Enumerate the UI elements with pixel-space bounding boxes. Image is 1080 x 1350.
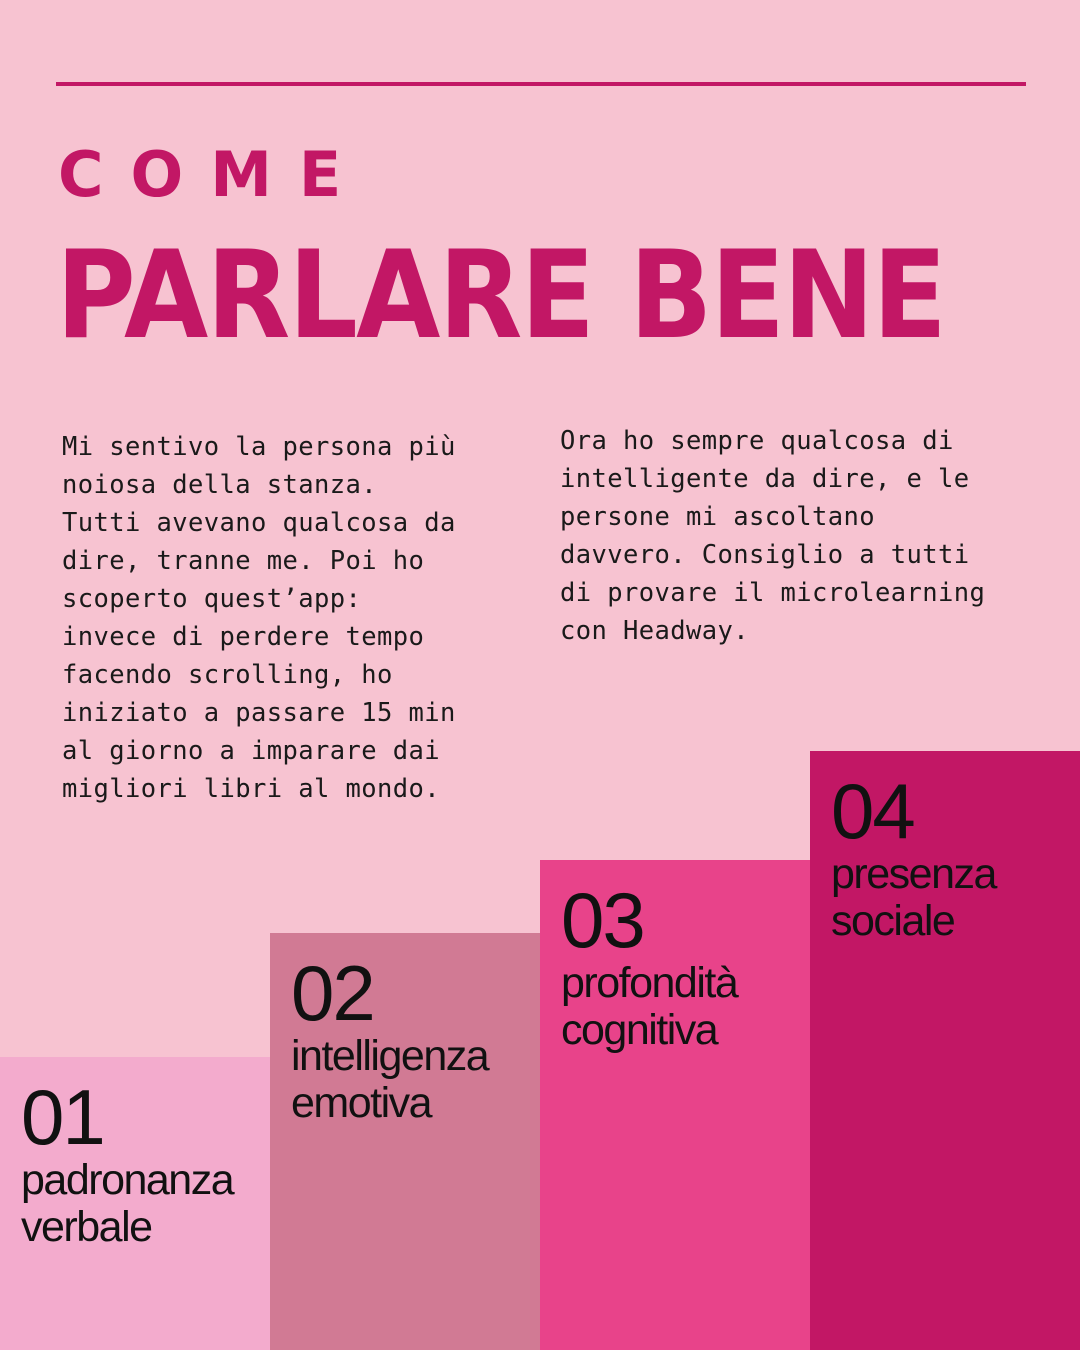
step-label: intelligenza emotiva (291, 1032, 489, 1127)
step-number: 01 (21, 1073, 104, 1161)
step-block-03 (540, 860, 810, 1350)
step-block-01 (0, 1057, 270, 1350)
step-label: profondità cognitiva (561, 959, 738, 1054)
top-divider (56, 82, 1026, 86)
step-block-04 (810, 751, 1080, 1350)
testimonial-paragraph-left: Mi sentivo la persona più noiosa della stanza. Tutti avevano qualcosa da dire, tranne me. Poi ho scoperto quest’app: invece di perdere tempo facendo scrolling, ho iniziato a passare 15 min al giorno a imparare dai migliori libri al mondo. (62, 432, 456, 804)
step-label: padronanza verbale (21, 1156, 234, 1251)
page-title: PARLARE BENE (56, 225, 946, 366)
step-number: 02 (291, 949, 374, 1037)
step-number: 04 (831, 767, 914, 855)
step-label: presenza sociale (831, 850, 996, 945)
step-number: 03 (561, 876, 644, 964)
testimonial-paragraph-right: Ora ho sempre qualcosa di intelligente da dire, e le persone mi ascoltano davvero. Consiglio a tutti di provare il microlearning con Headway. (560, 426, 986, 646)
eyebrow-heading: COME (58, 138, 369, 211)
step-block-02 (270, 933, 540, 1350)
